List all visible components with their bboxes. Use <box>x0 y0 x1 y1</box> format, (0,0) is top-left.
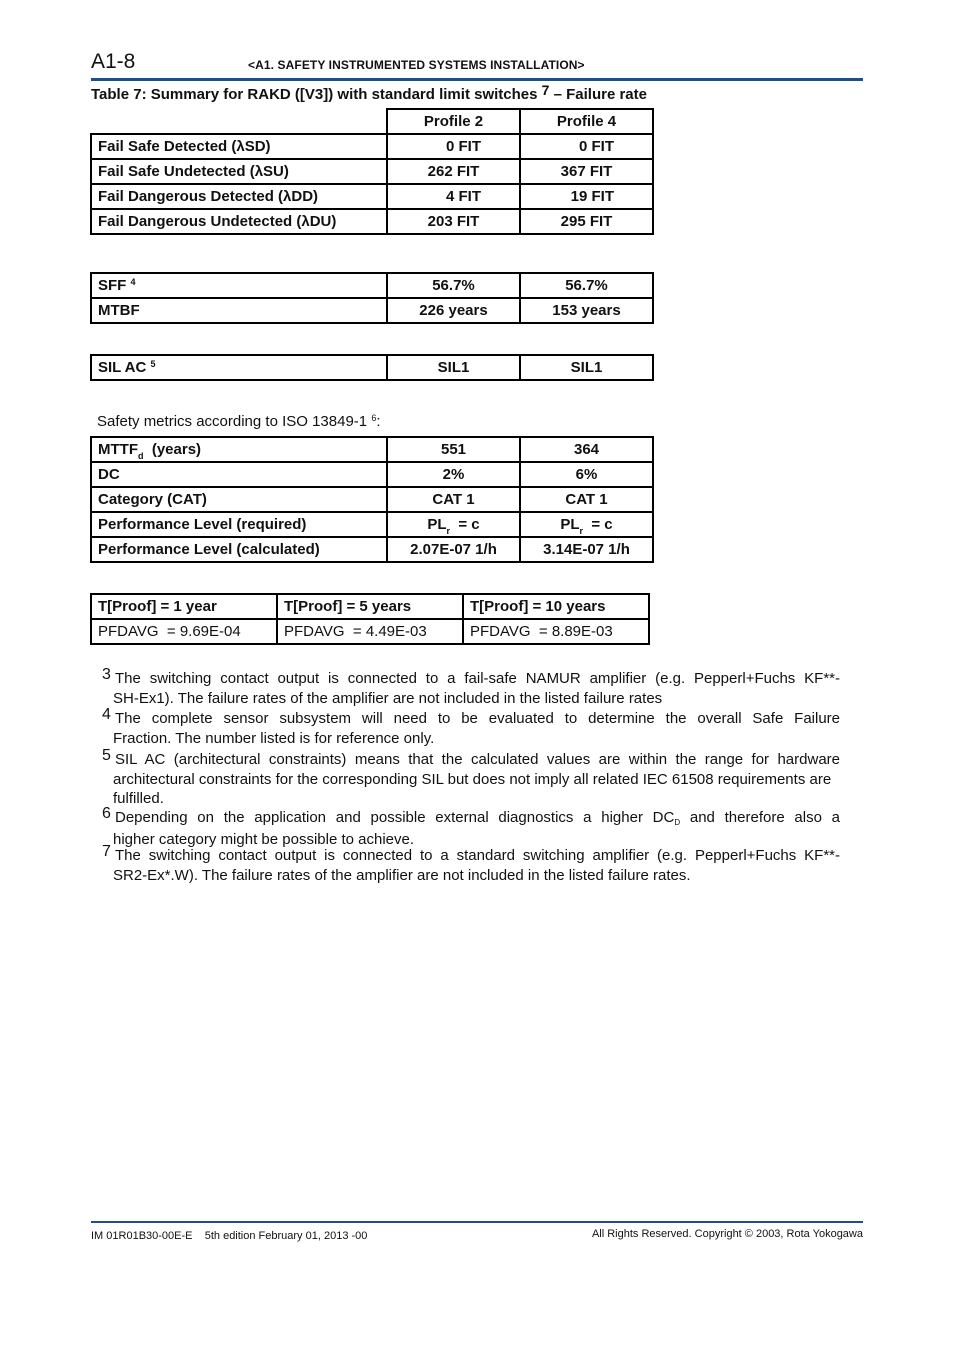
footnote-subscript: D <box>674 818 681 827</box>
footnote-continuation: architectural constraints for the corresponding SIL but does not imply all related IEC 61508 requirements are fulfilled. <box>113 770 832 807</box>
pl-calculated-label: Performance Level (calculated) <box>91 537 387 562</box>
failure-rate-table <box>90 108 654 235</box>
sil-label-text: SIL AC <box>98 359 147 376</box>
footnote-text: and therefore also a <box>689 809 841 826</box>
proof-header-5y: T[Proof] = 5 years <box>277 594 463 619</box>
proof-test-table <box>90 593 650 645</box>
footnote-continuation: SR2-Ex*.W). The failure rates of the amplifier are not included in the listed failure rates. <box>113 866 691 884</box>
sff-profile-2: 56.7% <box>387 273 520 298</box>
pl-required-profile-4 <box>520 512 653 537</box>
sil-profile-4: SIL1 <box>520 355 653 380</box>
iso-intro-colon: : <box>376 413 381 430</box>
caption-footnote-ref: 7 <box>541 82 550 98</box>
sil-profile-2: SIL1 <box>387 355 520 380</box>
pl-text: PL <box>560 516 580 533</box>
table-row <box>91 619 649 644</box>
footnote <box>102 706 840 748</box>
section-title: <A1. SAFETY INSTRUMENTED SYSTEMS INSTALLATION> <box>248 58 585 72</box>
page-header <box>91 50 863 81</box>
footnote-line: The complete sensor subsystem will need to be evaluated to determine the overall Safe Failure <box>115 710 840 727</box>
row-label: Fail Safe Undetected (λSU) <box>91 159 387 184</box>
iso-metrics-table <box>90 436 654 563</box>
footnote-number: 4 <box>102 706 111 723</box>
footnote-text: Depending on the application and possible external diagnostics a higher DC <box>115 809 675 826</box>
sff-label <box>91 273 387 298</box>
mttf-label <box>91 437 387 462</box>
mtbf-label: MTBF <box>91 298 387 323</box>
footer-rule <box>91 1221 863 1223</box>
dc-label: DC <box>91 462 387 487</box>
profile-2-value: 262 FIT <box>387 159 520 184</box>
footnote-number: 5 <box>102 747 111 764</box>
mtbf-profile-2: 226 years <box>387 298 520 323</box>
table-row <box>91 437 653 462</box>
profile-2-value: 4 FIT <box>387 184 520 209</box>
caption-text: Table 7: Summary for RAKD ([V3]) with standard limit switches <box>91 86 538 103</box>
footnote-line: The switching contact output is connected to a standard switching amplifier (e.g. Pepperl+Fuchs KF**- <box>115 847 840 864</box>
table-row <box>91 537 653 562</box>
dc-profile-4: 6% <box>520 462 653 487</box>
profile-4-value: 19 FIT <box>520 184 653 209</box>
profile-4-value: 367 FIT <box>520 159 653 184</box>
footer-copyright: All Rights Reserved. Copyright © 2003, Rota Yokogawa <box>591 1228 863 1240</box>
dc-profile-2: 2% <box>387 462 520 487</box>
table-row <box>91 209 653 234</box>
footnote-ref: 6 <box>371 413 377 423</box>
footnote-number: 7 <box>102 843 111 860</box>
table-caption <box>91 82 647 103</box>
footnote-continuation: higher category might be possible to achieve. <box>113 830 415 848</box>
row-label: Fail Dangerous Detected (λDD) <box>91 184 387 209</box>
header-profile-2: Profile 2 <box>387 109 520 134</box>
table-row <box>91 159 653 184</box>
table-header-row <box>91 594 649 619</box>
pl-required-profile-2 <box>387 512 520 537</box>
footnote <box>102 747 840 809</box>
iso-intro-text: Safety metrics according to ISO 13849-1 <box>97 413 368 430</box>
pl-subscript: r <box>579 526 584 536</box>
pl-text: PL <box>427 516 447 533</box>
mttf-profile-4: 364 <box>520 437 653 462</box>
table-row <box>91 487 653 512</box>
category-profile-2: CAT 1 <box>387 487 520 512</box>
pl-calculated-profile-4: 3.14E-07 1/h <box>520 537 653 562</box>
footnote-line: The switching contact output is connected to a fail-safe NAMUR amplifier (e.g. Pepperl+Fuchs KF**- <box>115 670 840 687</box>
mttf-subscript: d <box>137 451 144 461</box>
row-label: Fail Dangerous Undetected (λDU) <box>91 209 387 234</box>
pl-value: = c <box>458 516 480 533</box>
table-header-row <box>91 109 653 134</box>
footnote-ref: 5 <box>150 359 156 369</box>
footnote-number: 6 <box>102 805 111 822</box>
footnote-continuation: SH-Ex1). The failure rates of the amplifier are not included in the listed failure rates <box>113 689 663 707</box>
footer-doc-id: IM 01R01B30-00E-E 5th edition February 01, 2013 -00 <box>91 1230 368 1242</box>
iso-intro <box>97 413 381 430</box>
footnote-number: 3 <box>102 666 111 683</box>
pl-required-label: Performance Level (required) <box>91 512 387 537</box>
footnote-ref: 4 <box>130 277 136 287</box>
table-row <box>91 134 653 159</box>
mttf-profile-2: 551 <box>387 437 520 462</box>
pl-value: = c <box>591 516 613 533</box>
category-label: Category (CAT) <box>91 487 387 512</box>
footnote <box>102 666 840 708</box>
pl-calculated-profile-2: 2.07E-07 1/h <box>387 537 520 562</box>
pfdavg-10y: PFDAVG = 8.89E-03 <box>463 619 649 644</box>
table-row <box>91 298 653 323</box>
footnote-line <box>102 808 840 830</box>
row-label: Fail Safe Detected (λSD) <box>91 134 387 159</box>
pfdavg-5y: PFDAVG = 4.49E-03 <box>277 619 463 644</box>
proof-header-10y: T[Proof] = 10 years <box>463 594 649 619</box>
footnote-continuation: Fraction. The number listed is for reference only. <box>113 729 435 747</box>
table-row <box>91 355 653 380</box>
footnote-line: SIL AC (architectural constraints) means that the calculated values are within the range for hardware <box>115 751 840 768</box>
sff-label-text: SFF <box>98 277 127 294</box>
mttf-text: MTTF <box>98 441 138 458</box>
pl-subscript: r <box>446 526 451 536</box>
sil-label <box>91 355 387 380</box>
table-row <box>91 512 653 537</box>
profile-4-value: 0 FIT <box>520 134 653 159</box>
table-row <box>91 273 653 298</box>
profile-2-value: 203 FIT <box>387 209 520 234</box>
sff-mtbf-table <box>90 272 654 324</box>
profile-4-value: 295 FIT <box>520 209 653 234</box>
footnote <box>102 805 841 849</box>
table-row <box>91 462 653 487</box>
mttf-unit: (years) <box>151 441 202 458</box>
profile-2-value: 0 FIT <box>387 134 520 159</box>
empty-header-cell <box>91 109 387 134</box>
sff-profile-4: 56.7% <box>520 273 653 298</box>
category-profile-4: CAT 1 <box>520 487 653 512</box>
sil-table <box>90 354 654 381</box>
page-number: A1-8 <box>91 50 136 73</box>
header-profile-4: Profile 4 <box>520 109 653 134</box>
mtbf-profile-4: 153 years <box>520 298 653 323</box>
proof-header-1y: T[Proof] = 1 year <box>91 594 277 619</box>
table-row <box>91 184 653 209</box>
caption-tail: – Failure rate <box>553 86 647 103</box>
pfdavg-1y: PFDAVG = 9.69E-04 <box>91 619 277 644</box>
footnote <box>102 843 840 885</box>
